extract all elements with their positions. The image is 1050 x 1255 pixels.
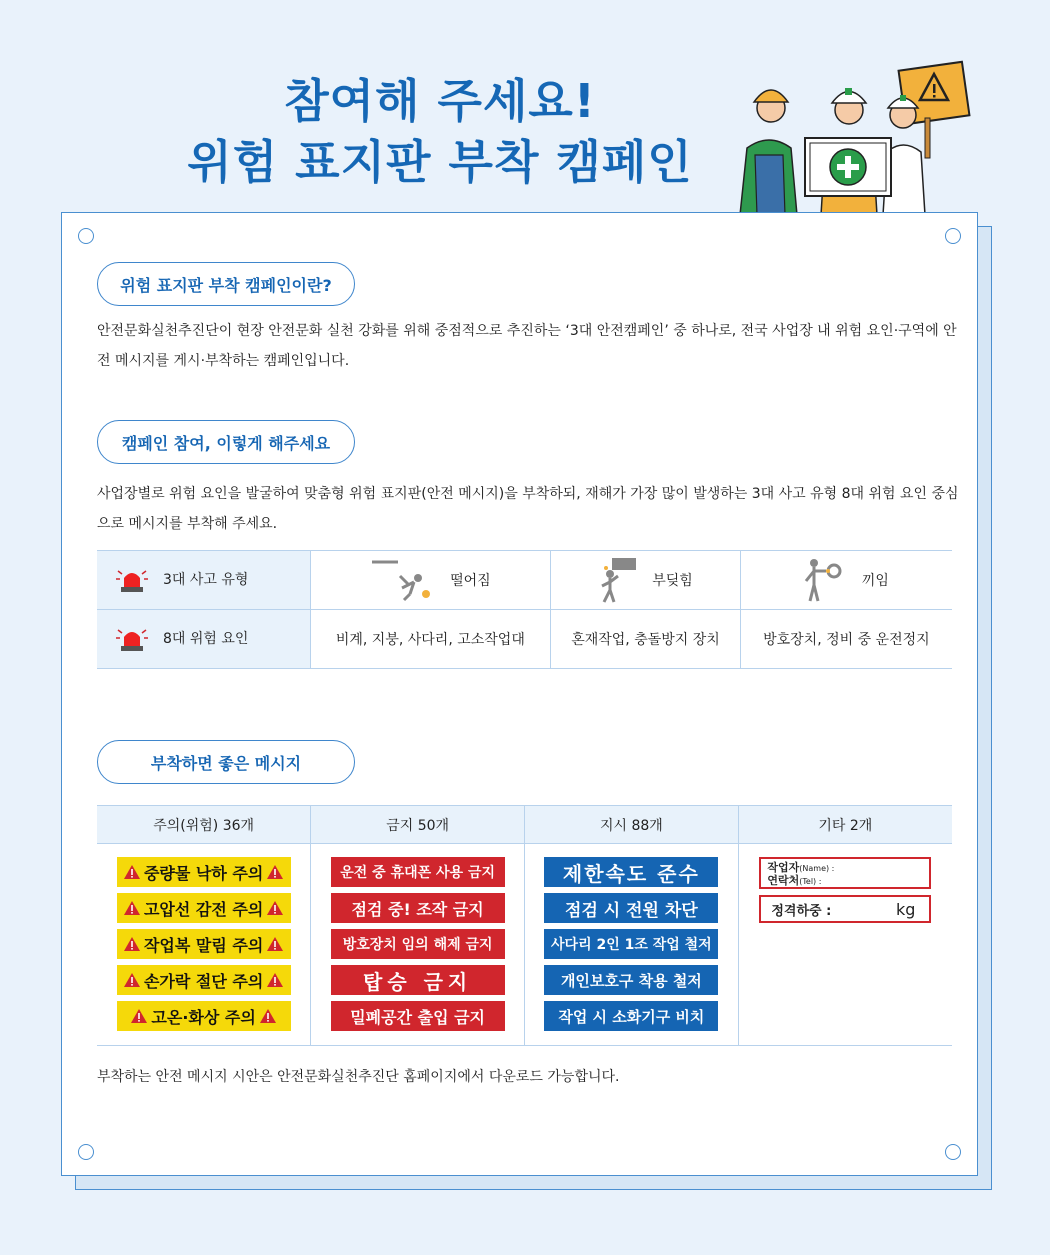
caution-sign: 고압선 감전 주의 [117, 893, 291, 923]
section1-heading: 위험 표지판 부착 캠페인이란? [97, 262, 355, 306]
warning-triangle-icon [123, 864, 141, 880]
prohibition-sign: 점검 중! 조작 금지 [331, 893, 505, 923]
type-name: 부딪힘 [652, 573, 693, 589]
section1-body: 안전문화실천추진단이 현장 안전문화 실천 강화를 위해 중점적으로 추진하는 ‘3대 안전캠페인’ 중 하나로, 전국 사업장 내 위험 요인·구역에 안전 메시지를 게시·부착하는 캠페인입니다. [97, 323, 957, 369]
falling-person-icon [370, 558, 436, 602]
directive-sign: 점검 시 전원 차단 [544, 893, 718, 923]
table-row [97, 610, 952, 669]
table-row [97, 844, 952, 1046]
warning-triangle-icon [123, 900, 141, 916]
caution-sign: 손가락 절단 주의 [117, 965, 291, 995]
binder-hole [945, 1144, 961, 1160]
caution-sign: 고온·화상 주의 [117, 1001, 291, 1031]
section2-body: 사업장별로 위험 요인을 발굴하여 맞춤형 위험 표지판(안전 메시지)을 부착하되, 재해가 가장 많이 발생하는 3대 사고 유형 8대 위험 요인 중심으로 메시지를 부착해 주세요. [97, 486, 959, 532]
warning-triangle-icon [259, 1008, 277, 1024]
accident-types-table [97, 550, 952, 669]
prohibition-sign: 탑승 금지 [331, 965, 505, 995]
footnote: 부착하는 안전 메시지 시안은 안전문화실천추진단 홈페이지에서 다운로드 가능합니다. [97, 1069, 620, 1085]
column-header: 주의(위험) 36개 [97, 806, 311, 844]
directive-sign: 작업 시 소화기구 비치 [544, 1001, 718, 1031]
prohibition-sign: 운전 중 휴대폰 사용 금지 [331, 857, 505, 887]
section2-heading: 캠페인 참여, 이렇게 해주세요 [97, 420, 355, 464]
siren-icon [115, 567, 149, 593]
siren-icon [115, 626, 149, 652]
type-name: 끼임 [861, 573, 889, 589]
binder-hole [78, 1144, 94, 1160]
directive-sign: 사다리 2인 1조 작업 철저 [544, 929, 718, 959]
page-title-line2: 위험 표지판 부착 캠페인 [187, 135, 693, 189]
table-row [97, 551, 952, 610]
directive-sign: 제한속도 준수 [544, 857, 718, 887]
caution-sign: 작업복 말림 주의 [117, 929, 291, 959]
type-name: 떨어짐 [450, 573, 491, 589]
table-row [97, 806, 952, 844]
factor-cell: 혼재작업, 충돌방지 장치 [551, 610, 741, 669]
rated-load-tag: 정격하중 : kg [759, 895, 931, 923]
column-header: 지시 88개 [525, 806, 739, 844]
page-title-line1: 참여해 주세요! [284, 74, 596, 128]
warning-triangle-icon [123, 972, 141, 988]
section3-heading: 부착하면 좋은 메시지 [97, 740, 355, 784]
factor-cell: 비계, 지붕, 사다리, 고소작업대 [310, 610, 551, 669]
prohibition-sign: 밀폐공간 출입 금지 [331, 1001, 505, 1031]
binder-hole [78, 228, 94, 244]
warning-triangle-icon [266, 864, 284, 880]
prohibition-sign: 방호장치 임의 해제 금지 [331, 929, 505, 959]
row2-label: 8대 위험 요인 [163, 631, 249, 647]
caution-sign: 중량물 낙하 주의 [117, 857, 291, 887]
safety-workers-illustration [735, 60, 980, 215]
column-header: 금지 50개 [311, 806, 525, 844]
caught-in-machine-icon [804, 557, 848, 603]
struck-by-object-icon [598, 556, 638, 604]
warning-triangle-icon [266, 900, 284, 916]
warning-triangle-icon [123, 936, 141, 952]
column-header: 기타 2개 [738, 806, 952, 844]
warning-triangle-icon [130, 1008, 148, 1024]
row1-label: 3대 사고 유형 [163, 572, 249, 588]
warning-triangle-icon [266, 972, 284, 988]
worker-contact-tag: 작업자(Name) : 연락처(Tel) : [759, 857, 931, 889]
warning-triangle-icon [266, 936, 284, 952]
directive-sign: 개인보호구 착용 철저 [544, 965, 718, 995]
factor-cell: 방호장치, 정비 중 운전정지 [740, 610, 952, 669]
messages-table [97, 805, 952, 1046]
binder-hole [945, 228, 961, 244]
